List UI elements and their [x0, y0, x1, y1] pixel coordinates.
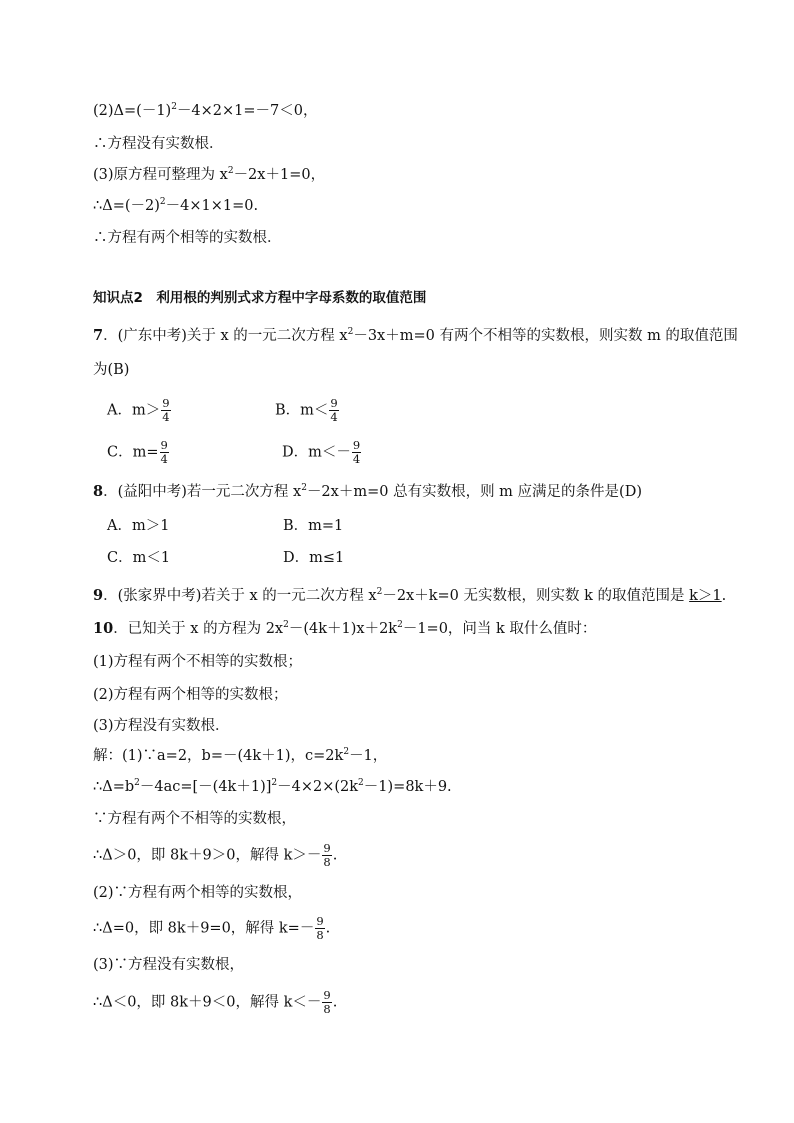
answer-blank: k＞1: [689, 588, 722, 604]
question-10: 10．已知关于 x 的方程为 $2x^2-(4k+1)x+2k^2-1=0$，问当 k 取什么值时：: [93, 620, 597, 637]
solution-line-3-3: ∴方程有两个相等的实数根．: [93, 230, 282, 246]
fraction: $\frac{9}{8}$: [323, 988, 331, 1016]
q8-option-a: A．m＞1: [107, 518, 170, 534]
q7-option-a: A．m＞ $\frac{9}{4}$: [107, 396, 170, 424]
q10-solution-4: ∴Δ＞0，即 8k＋9＞0，解得 k＞－ $\frac{9}{8}$ .: [93, 841, 338, 869]
q10-solution-2: $\therefore\Delta=b^2-4ac=[-(4k+1)]^2-4\times 2\times(2k^2-1)=8k+9$.: [93, 778, 452, 795]
solution-line-3-1: (3)原方程可整理为 $x^2-2x+1=0$，: [93, 166, 326, 183]
q10-solution-7: (3)∵方程没有实数根，: [93, 957, 245, 973]
q10-solution-1: 解：(1)∵a=2，b=－(4k＋1)，$c=2k^2-1$，: [93, 747, 388, 764]
q10-sub-2: (2)方程有两个相等的实数根；: [93, 687, 288, 703]
q10-solution-5: (2)∵方程有两个相等的实数根，: [93, 885, 303, 901]
fraction: $\frac{9}{8}$: [323, 841, 331, 869]
q7-option-d: D．m＜－ $\frac{9}{4}$: [282, 438, 361, 466]
q10-solution-6: ∴Δ=0，即 8k＋9=0，解得 k=－ $\frac{9}{8}$ .: [93, 914, 331, 942]
q8-option-b: B．m=1: [283, 518, 344, 534]
q10-solution-8: ∴Δ＜0，即 8k＋9＜0，解得 k＜－ $\frac{9}{8}$ .: [93, 988, 338, 1016]
question-7: 7．(广东中考)关于 x 的一元二次方程 $x^2-3x+m=0$ 有两个不相等的实数根，则实数 m 的取值范围: [93, 327, 738, 344]
fraction: $\frac{9}{4}$: [162, 396, 170, 424]
section-heading: 知识点2 利用根的判别式求方程中字母系数的取值范围: [93, 290, 427, 306]
fraction: $\frac{9}{4}$: [330, 396, 338, 424]
q7-option-c: C．m= $\frac{9}{4}$: [107, 438, 168, 466]
q10-sub-1: (1)方程有两个不相等的实数根；: [93, 654, 303, 670]
fraction: $\frac{9}{4}$: [160, 438, 168, 466]
q7-option-b: B．m＜ $\frac{9}{4}$: [275, 396, 338, 424]
q8-option-c: C．m＜1: [107, 550, 171, 566]
q10-solution-3: ∵方程有两个不相等的实数根，: [93, 811, 296, 827]
solution-line-3-2: $\therefore\Delta=(-2)^2-4\times 1\times 1=0$.: [93, 197, 259, 214]
q10-sub-3: (3)方程没有实数根．: [93, 718, 230, 734]
question-8: 8．(益阳中考)若一元二次方程 $x^2-2x+m=0$ 总有实数根，则 m 应满足的条件是(D): [93, 483, 642, 500]
question-9: 9．(张家界中考)若关于 x 的一元二次方程 $x^2-2x+k=0$ 无实数根，则实数 k 的取值范围是 k＞1.: [93, 587, 727, 604]
solution-line-2-1: $(2)\Delta=(-1)^2-4\times 2\times 1=-7<0$，: [93, 102, 318, 119]
fraction: $\frac{9}{4}$: [352, 438, 361, 466]
q8-option-d: D．m≤1: [283, 550, 345, 566]
question-7-cont: 为(B): [93, 362, 130, 378]
fraction: $\frac{9}{8}$: [316, 914, 324, 942]
solution-line-2-2: ∴方程没有实数根．: [93, 136, 224, 152]
